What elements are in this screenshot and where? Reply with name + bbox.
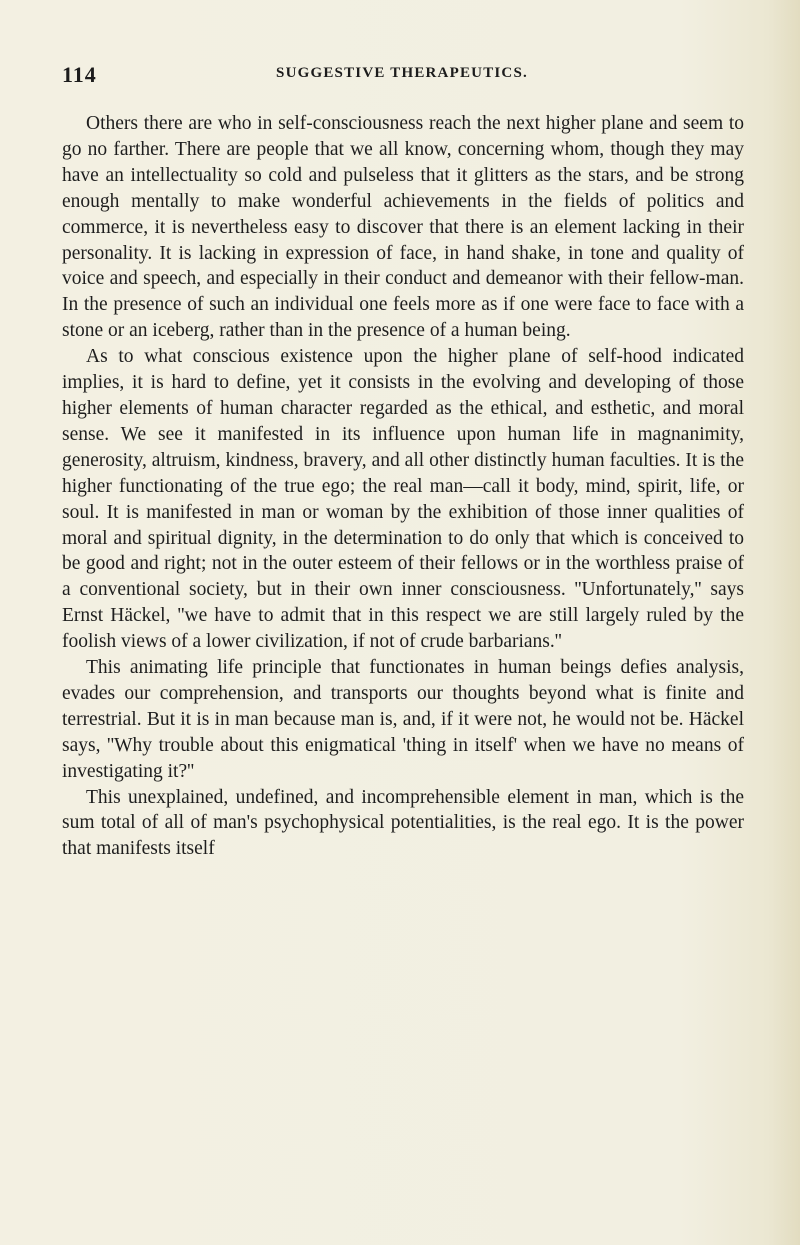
running-head: SUGGESTIVE THERAPEUTICS.: [276, 65, 528, 81]
paragraph: This unexplained, undefined, and incomprehensible element in man, which is the sum total of all of man's psychophysical potentialities, is the real ego. It is the power that manifests itself: [62, 786, 744, 860]
paragraph: Others there are who in self-consciousness reach the next higher plane and seem to go no farther. There are people that we all know, concerning whom, though they may have an intellectuality so cold and pulseless that it glitters as the stars, and be strong enough mentally to make wonderful achievements in the fields of politics and commerce, it is nevertheless easy to discover that there is an element lacking in their personality. It is lacking in expression of face, in hand shake, in tone and quality of voice and speech, and especially in their conduct and demeanor with their fellow-man. In the presence of such an individual one feels more as if one were face to face with a stone or an iceberg, rather than in the presence of a human being.: [62, 113, 744, 342]
page-number: 114: [62, 62, 97, 87]
paragraph: This animating life principle that functionates in human beings defies analysis, evades our comprehension, and transports our thoughts beyond what is finite and terrestrial. But it is in man because man is, and, if it were not, he would not be. Häckel says, ''Why trouble about this enigmatical 'thing in itself' when we have no means of investigating it?'': [62, 657, 744, 782]
paragraph: As to what conscious existence upon the higher plane of self-hood indicated implies, it is hard to define, yet it consists in the evolving and developing of those higher elements of human character regarded as the ethical, and esthetic, and moral sense. We see it manifested in its influence upon human life in magnanimity, generosity, altruism, kindness, bravery, and all other distinctly human faculties. It is the higher functionating of the true ego; the real man—call it body, mind, spirit, life, or soul. It is manifested in man or woman by the exhibition of those inner qualities of moral and spiritual dignity, in the determination to do only that which is conceived to be good and right; not in the outer esteem of their fellows or in the worthless praise of a conventional society, but in their own inner consciousness. ''Unfortunately,'' says Ernst Häckel, ''we have to admit that in this respect we are still largely ruled by the foolish views of a lower civilization, if not of crude barbarians.'': [62, 346, 744, 653]
body-text: [62, 111, 744, 862]
page-header: [62, 62, 742, 92]
